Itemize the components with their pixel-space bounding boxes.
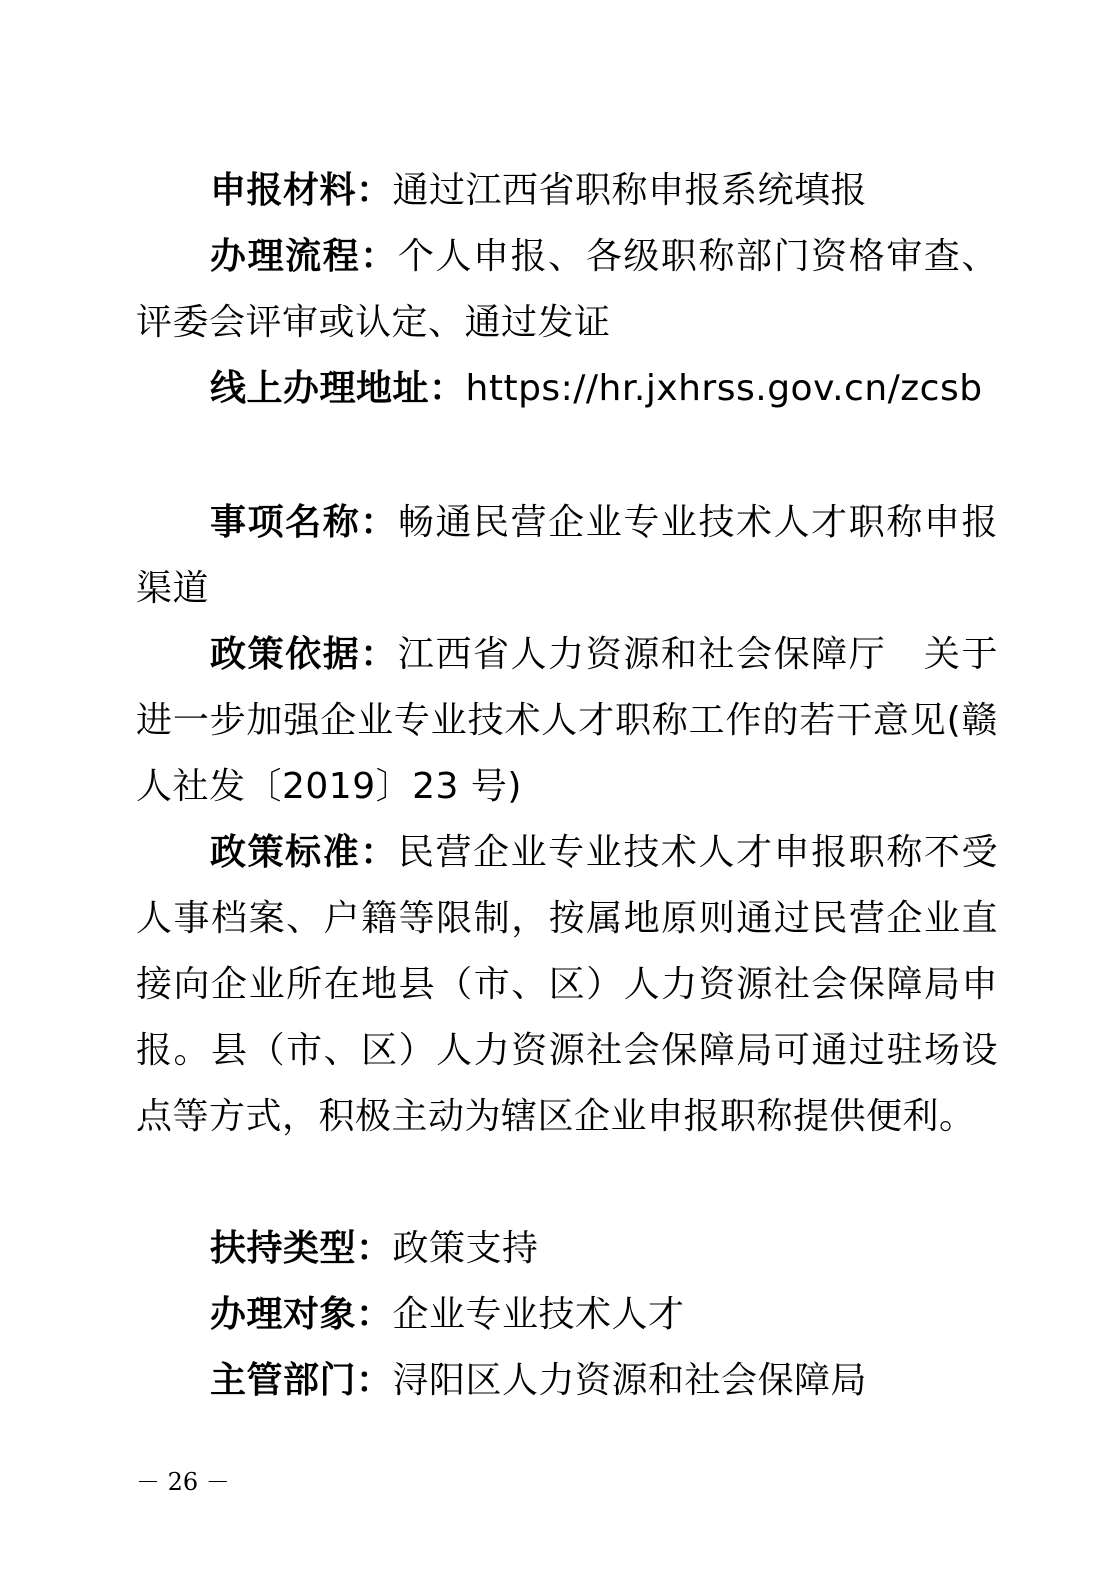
field-label: 政策依据：: [210, 634, 398, 675]
paragraph-policy-standard: [136, 820, 998, 1150]
field-label: 事项名称：: [210, 502, 398, 543]
field-label: 主管部门：: [210, 1360, 393, 1401]
paragraph-department: [136, 1348, 998, 1414]
field-value: 浔阳区人力资源和社会保障局: [392, 1360, 868, 1401]
field-value: 政策支持: [392, 1228, 539, 1269]
paragraph-process: [136, 224, 998, 356]
paragraph-application-materials: [136, 158, 998, 224]
field-label: 政策标准：: [210, 832, 398, 873]
field-label: 扶持类型：: [210, 1228, 393, 1269]
paragraph-support-type: [136, 1216, 998, 1282]
field-value: 民营企业专业技术人才申报职称不受人事档案、户籍等限制，按属地原则通过民营企业直接向企业所在地县（市、区）人力资源社会保障局申报。县（市、区）人力资源社会保障局可通过驻场设点等方式，积极主动为辖区企业申报职称提供便利。: [136, 832, 998, 1137]
field-value: 企业专业技术人才: [392, 1294, 685, 1335]
field-label: 申报材料：: [210, 170, 393, 211]
paragraph-online-address: [136, 356, 998, 422]
field-label: 办理流程：: [210, 236, 398, 277]
field-value: https://hr.jxhrss.gov.cn/zcsb: [465, 368, 983, 409]
page-number: － 26 －: [136, 1468, 230, 1496]
field-value: 江西省人力资源和社会保障厅 关于进一步加强企业专业技术人才职称工作的若干意见(赣人社发〔2019〕23 号): [136, 634, 998, 807]
paragraph-policy-basis: [136, 622, 998, 820]
field-label: 办理对象：: [210, 1294, 393, 1335]
paragraph-item-name: [136, 490, 998, 622]
field-value: 通过江西省职称申报系统填报: [392, 170, 868, 211]
field-label: 线上办理地址：: [210, 368, 466, 409]
field-value: 个人申报、各级职称部门资格审查、评委会评审或认定、通过发证: [136, 236, 998, 343]
field-value: 畅通民营企业专业技术人才职称申报渠道: [136, 502, 998, 609]
paragraph-target-audience: [136, 1282, 998, 1348]
